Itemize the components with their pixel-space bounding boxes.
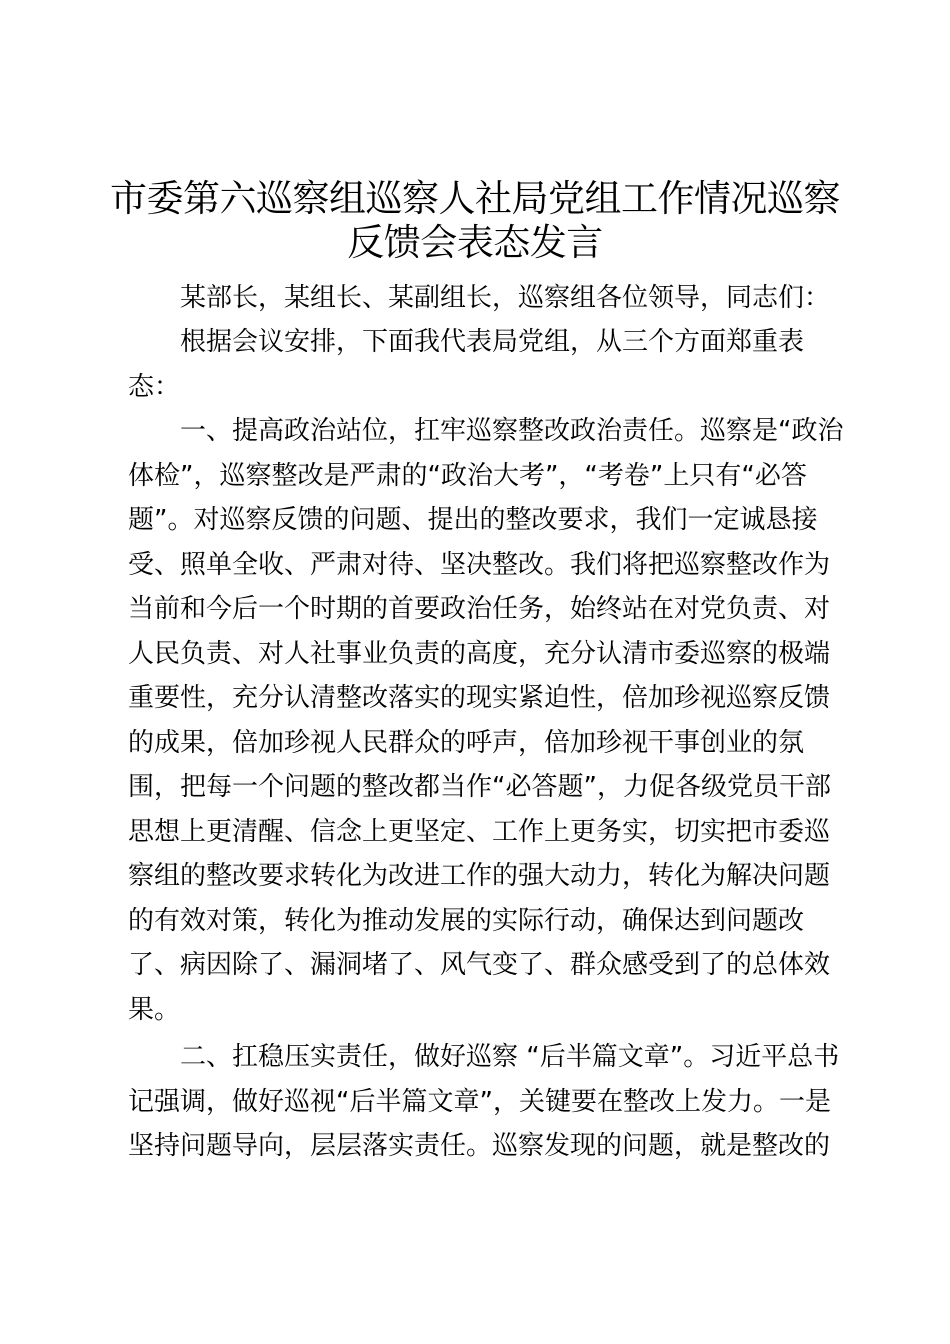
- section-2-line: 二、扛稳压实责任，做好巡察 “后半篇文章”。习近平总书: [180, 1042, 840, 1072]
- section-1-line: 果。: [128, 994, 181, 1025]
- section-1-line: 一、提高政治站位，扛牢巡察整改政治责任。巡察是“政治: [180, 416, 844, 446]
- intro-line: 根据会议安排，下面我代表局党组，从三个方面郑重表: [180, 327, 805, 357]
- section-2-paragraph: [128, 1035, 838, 1169]
- section-1-line: 体检”，巡察整改是严肃的“政治大考”，“考卷”上只有“必答: [128, 460, 807, 491]
- document-title-line-2: 反馈会表态发言: [347, 221, 603, 264]
- section-2-line: 记强调，做好巡视“后半篇文章”，关键要在整改上发力。一是: [128, 1086, 831, 1117]
- section-1-line: 人民负责、对人社事业负责的高度，充分认清市委巡察的极端: [128, 638, 831, 669]
- section-1-line: 的有效对策，转化为推动发展的实际行动，确保达到问题改: [128, 905, 805, 936]
- section-1-line: 受、照单全收、严肃对待、坚决整改。我们将把巡察整改作为: [128, 549, 831, 580]
- section-1-line: 当前和今后一个时期的首要政治任务，始终站在对党负责、对: [128, 594, 831, 624]
- section-1-line: 题”。对巡察反馈的问题、提出的整改要求，我们一定诚恳接: [128, 505, 818, 535]
- section-2-line: 坚持问题导向，层层落实责任。巡察发现的问题，就是整改的: [128, 1131, 831, 1161]
- salutation-block: [128, 276, 838, 321]
- intro-paragraph: [128, 320, 838, 409]
- section-1-line: 察组的整改要求转化为改进工作的强大动力，转化为解决问题: [128, 861, 831, 891]
- document-title-line-1: 市委第六巡察组巡察人社局党组工作情况巡察: [110, 177, 840, 220]
- section-1-line: 重要性，充分认清整改落实的现实紧迫性，倍加珍视巡察反馈: [128, 683, 831, 713]
- intro-line: 态：: [128, 371, 181, 402]
- section-1-line: 围，把每一个问题的整改都当作“必答题”，力促各级党员干部: [128, 772, 831, 802]
- section-1-line: 思想上更清醒、信念上更坚定、工作上更务实，切实把市委巡: [128, 816, 831, 847]
- section-1-paragraph: [128, 409, 844, 1032]
- section-1-line: 的成果，倍加珍视人民群众的呼声，倍加珍视干事创业的氛: [128, 727, 805, 758]
- salutation: 某部长，某组长、某副组长，巡察组各位领导，同志们：: [180, 283, 831, 313]
- section-1-line: 了、病因除了、漏洞堵了、风气变了、群众感受到了的总体效: [128, 950, 831, 980]
